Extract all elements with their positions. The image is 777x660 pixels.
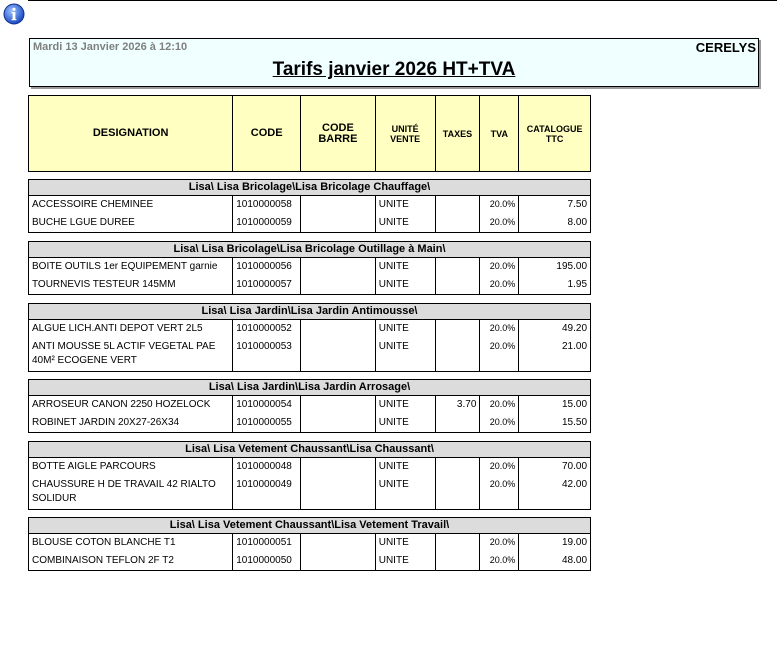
cell-tva: 20.0% (480, 414, 519, 432)
category-title: Lisa\ Lisa Jardin\Lisa Jardin Antimousse\ (28, 303, 591, 320)
table-row (29, 552, 590, 570)
column-header-code-barre: CODE BARRE (301, 96, 376, 171)
cell-unite: UNITE (376, 552, 436, 570)
cell-taxes (436, 258, 481, 276)
cell-tva: 20.0% (480, 396, 519, 414)
cell-code-barre (301, 196, 376, 214)
cell-designation: BLOUSE COTON BLANCHE T1 (29, 534, 233, 552)
category-section (28, 379, 591, 433)
cell-designation: BOTTE AIGLE PARCOURS (29, 458, 233, 476)
cell-tva: 20.0% (480, 534, 519, 552)
cell-taxes (436, 196, 481, 214)
cell-tva: 20.0% (480, 258, 519, 276)
category-title: Lisa\ Lisa Bricolage\Lisa Bricolage Chauffage\ (28, 179, 591, 196)
report-title: Tarifs janvier 2026 HT+TVA (272, 59, 516, 80)
cell-unite: UNITE (376, 214, 436, 232)
cell-code-barre (301, 214, 376, 232)
cell-code-barre (301, 396, 376, 414)
unite-vente-line-1: UNITÉ (391, 123, 419, 134)
cell-code: 1010000056 (233, 258, 301, 276)
cell-designation: BOITE OUTILS 1er EQUIPEMENT garnie (29, 258, 233, 276)
cell-unite: UNITE (376, 320, 436, 338)
cell-tva: 20.0% (480, 214, 519, 232)
cell-code: 1010000059 (233, 214, 301, 232)
cell-price: 15.50 (561, 417, 588, 428)
catalogue-line-2: TTC (545, 133, 564, 144)
cell-designation: ROBINET JARDIN 20X27-26X34 (29, 414, 233, 432)
table-row (29, 214, 590, 232)
cell-tva: 20.0% (480, 338, 519, 371)
cell-unite: UNITE (376, 414, 436, 432)
cell-designation: TOURNEVIS TESTEUR 145MM (29, 276, 233, 294)
cell-unite: UNITE (376, 276, 436, 294)
cell-code: 1010000048 (233, 458, 301, 476)
cell-price: 70.00 (561, 461, 588, 472)
cell-tva: 20.0% (480, 476, 519, 509)
top-border-line (28, 0, 777, 1)
category-title: Lisa\ Lisa Vetement Chaussant\Lisa Chaussant\ (28, 441, 591, 458)
cell-code: 1010000049 (233, 476, 301, 509)
table-row (29, 458, 590, 476)
cell-price: 49.20 (561, 323, 588, 334)
cell-price: 19.00 (561, 537, 588, 548)
column-header-designation: DESIGNATION (29, 96, 233, 171)
cell-unite: UNITE (376, 458, 436, 476)
cell-tva: 20.0% (480, 320, 519, 338)
cell-tva: 20.0% (480, 196, 519, 214)
cell-taxes (436, 214, 481, 232)
table-row (29, 476, 590, 509)
report-header (29, 38, 759, 87)
category-title: Lisa\ Lisa Vetement Chaussant\Lisa Vetement Travail\ (28, 517, 591, 534)
cell-price: 1.95 (567, 279, 588, 290)
table-row (29, 258, 590, 276)
cell-code-barre (301, 476, 376, 509)
cell-taxes (436, 276, 481, 294)
cell-taxes (436, 534, 481, 552)
cell-unite: UNITE (376, 476, 436, 509)
cell-price: 195.00 (556, 261, 588, 272)
cell-tva: 20.0% (480, 458, 519, 476)
company-name: CERELYS (695, 40, 756, 55)
column-header-code: CODE (233, 96, 301, 171)
cell-code-barre (301, 458, 376, 476)
category-section (28, 303, 591, 372)
table-row (29, 414, 590, 432)
cell-designation: BUCHE LGUE DUREE (29, 214, 233, 232)
cell-code-barre (301, 338, 376, 371)
cell-unite: UNITE (376, 258, 436, 276)
cell-price: 42.00 (561, 479, 588, 490)
cell-unite: UNITE (376, 196, 436, 214)
category-section (28, 517, 591, 571)
table-row (29, 338, 590, 371)
cell-designation: ALGUE LICH.ANTI DEPOT VERT 2L5 (29, 320, 233, 338)
column-header-row (28, 95, 591, 172)
cell-taxes (436, 458, 481, 476)
cell-unite: UNITE (376, 396, 436, 414)
cell-code: 1010000052 (233, 320, 301, 338)
cell-code: 1010000054 (233, 396, 301, 414)
cell-price: 21.00 (561, 341, 588, 352)
cell-designation: ANTI MOUSSE 5L ACTIF VEGETAL PAE 40M² ECOGENE VERT (29, 338, 233, 371)
cell-price: 8.00 (567, 217, 588, 228)
column-header-catalogue-ttc (519, 96, 590, 171)
cell-tva: 20.0% (480, 276, 519, 294)
cell-code-barre (301, 320, 376, 338)
cell-code-barre (301, 534, 376, 552)
cell-code-barre (301, 414, 376, 432)
cell-price: 7.50 (567, 199, 588, 210)
cell-code: 1010000058 (233, 196, 301, 214)
cell-designation: COMBINAISON TEFLON 2F T2 (29, 552, 233, 570)
column-header-tva: TVA (480, 96, 519, 171)
table-row (29, 276, 590, 294)
cell-designation: ARROSEUR CANON 2250 HOZELOCK (29, 396, 233, 414)
cell-taxes (436, 552, 481, 570)
category-title: Lisa\ Lisa Bricolage\Lisa Bricolage Outillage à Main\ (28, 241, 591, 258)
info-icon[interactable] (3, 3, 25, 25)
category-section (28, 179, 591, 233)
cell-designation: ACCESSOIRE CHEMINEE (29, 196, 233, 214)
cell-code-barre (301, 258, 376, 276)
catalogue-line-1: CATALOGUE (526, 123, 583, 134)
cell-taxes (436, 476, 481, 509)
cell-designation: CHAUSSURE H DE TRAVAIL 42 RIALTO SOLIDUR (29, 476, 233, 509)
category-title: Lisa\ Lisa Jardin\Lisa Jardin Arrosage\ (28, 379, 591, 396)
cell-taxes (436, 338, 481, 371)
cell-code: 1010000057 (233, 276, 301, 294)
table-row (29, 196, 590, 214)
table-row (29, 320, 590, 338)
cell-code-barre (301, 276, 376, 294)
cell-code-barre (301, 552, 376, 570)
cell-taxes: 3.70 (436, 396, 481, 414)
table-row (29, 396, 590, 414)
category-section (28, 241, 591, 295)
cell-code: 1010000055 (233, 414, 301, 432)
cell-price: 15.00 (561, 399, 588, 410)
cell-taxes (436, 320, 481, 338)
table-row (29, 534, 590, 552)
cell-taxes (436, 414, 481, 432)
cell-code: 1010000050 (233, 552, 301, 570)
unite-vente-line-2: VENTE (390, 133, 421, 144)
category-section (28, 441, 591, 510)
column-header-taxes: TAXES (436, 96, 481, 171)
cell-unite: UNITE (376, 338, 436, 371)
report-date: Mardi 13 Janvier 2026 à 12:10 (33, 41, 188, 53)
cell-unite: UNITE (376, 534, 436, 552)
cell-code: 1010000051 (233, 534, 301, 552)
column-header-unite-vente (376, 96, 436, 171)
cell-tva: 20.0% (480, 552, 519, 570)
cell-code: 1010000053 (233, 338, 301, 371)
cell-price: 48.00 (561, 555, 588, 566)
